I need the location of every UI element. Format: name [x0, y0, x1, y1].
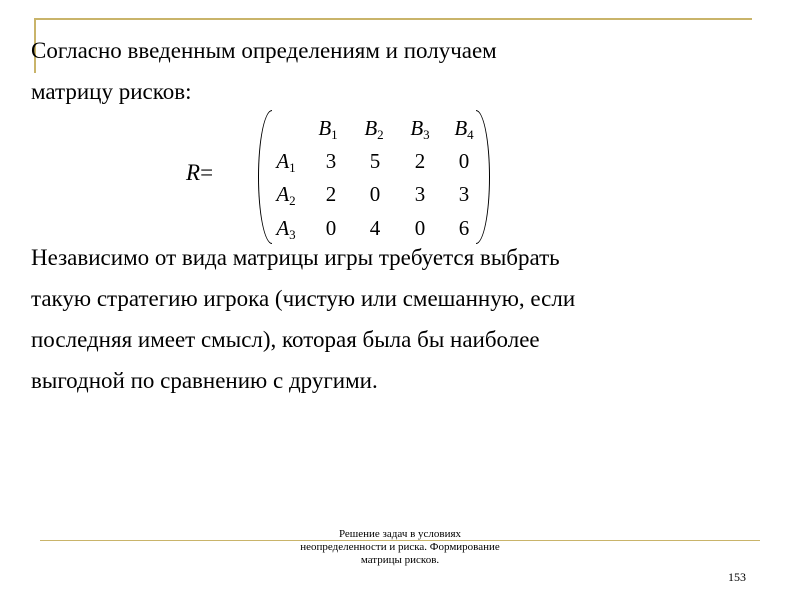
page-number: 153 — [728, 570, 746, 584]
body-line: Независимо от вида матрицы игры требуется выбрать — [31, 245, 560, 270]
matrix-cell: 0 — [458, 149, 470, 173]
risk-matrix — [258, 110, 490, 244]
matrix-cell: 0 — [369, 182, 381, 206]
matrix-cell: 5 — [369, 149, 381, 173]
footer-caption-line: неопределенности и риска. Формирование — [300, 541, 500, 553]
matrix-equals-sign: = — [200, 160, 214, 185]
row-header: $A_1$ — [276, 149, 296, 175]
row-header: $A_2$ — [276, 182, 296, 208]
matrix-cell: 0 — [414, 216, 426, 240]
intro-line: Согласно введенным определениям и получаем — [31, 38, 497, 63]
matrix-label — [186, 158, 213, 188]
matrix-cell: 4 — [369, 216, 381, 240]
column-header: $B_1$ — [318, 116, 338, 142]
footer-caption-line: матрицы рисков. — [360, 554, 440, 566]
matrix-cell: 3 — [414, 182, 426, 206]
top-decorative-rule — [34, 18, 752, 20]
column-header: $B_4$ — [454, 116, 474, 142]
row-header: $A_3$ — [276, 216, 296, 242]
body-line: такую стратегию игрока (чистую или смешанную, если — [31, 286, 576, 311]
footer-caption-line: Решение задач в условиях — [338, 528, 462, 540]
matrix-cell: 6 — [458, 216, 470, 240]
intro-paragraph — [31, 30, 497, 112]
matrix-cell: 2 — [414, 149, 426, 173]
matrix-symbol: R — [186, 160, 201, 185]
footer-caption — [265, 528, 535, 567]
matrix-cell: 0 — [325, 216, 337, 240]
body-line: выгодной по сравнению с другими. — [31, 368, 378, 393]
matrix-cell: 3 — [325, 149, 337, 173]
body-paragraph — [31, 237, 575, 401]
matrix-cell: 2 — [325, 182, 337, 206]
intro-line: матрицу рисков: — [31, 79, 192, 104]
matrix-cell: 3 — [458, 182, 470, 206]
column-header: $B_3$ — [410, 116, 430, 142]
body-line: последняя имеет смысл), которая была бы наиболее — [31, 327, 540, 352]
column-header: $B_2$ — [364, 116, 384, 142]
